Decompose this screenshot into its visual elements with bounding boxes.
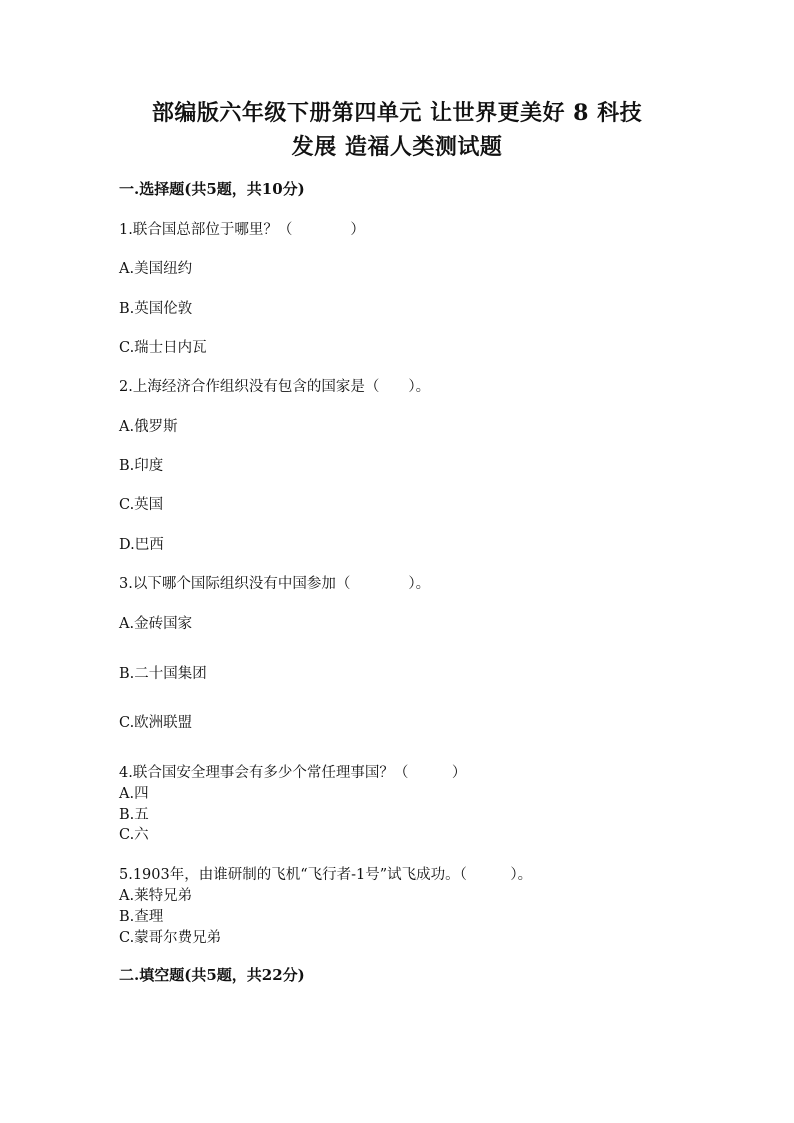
question-1-option-b: B.英国伦敦 [119,301,193,317]
question-5-option-b: B.查理 [119,909,164,925]
question-2-option-d: D.巴西 [119,537,164,553]
question-2-option-c: C.英国 [119,497,164,513]
document-title-line2: 发展 造福人类测试题 [291,134,503,160]
question-1-option-a: A.美国纽约 [119,261,193,277]
question-4-stem: 4.联合国安全理事会有多少个常任理事国？（ ） [119,765,467,781]
section-heading-choice: 一.选择题(共5题，共10分) [119,180,305,198]
question-2-option-a: A.俄罗斯 [119,419,178,435]
question-5-option-a: A.莱特兄弟 [119,888,193,904]
question-2-option-b: B.印度 [119,458,164,474]
question-1-stem: 1.联合国总部位于哪里？（ ） [119,222,365,238]
document-title-line1: 部编版六年级下册第四单元 让世界更美好 8 科技 [151,100,643,126]
question-2-stem: 2.上海经济合作组织没有包含的国家是（ ）。 [119,379,431,395]
question-5-stem: 5.1903年，由谁研制的飞机“飞行者-1号”试飞成功。（ ）。 [119,867,533,883]
question-4-option-b: B.五 [119,807,149,823]
question-5-option-c: C.蒙哥尔费兄弟 [119,930,222,946]
question-3-option-c: C.欧洲联盟 [119,715,193,731]
question-3-option-a: A.金砖国家 [119,616,193,632]
question-3-stem: 3.以下哪个国际组织没有中国参加（ ）。 [119,576,431,592]
section-heading-fill-in: 二.填空题(共5题，共22分) [119,966,305,984]
question-4-option-c: C.六 [119,827,149,843]
question-4-option-a: A.四 [119,786,149,802]
question-1-option-c: C.瑞士日内瓦 [119,340,207,356]
question-3-option-b: B.二十国集团 [119,666,207,682]
